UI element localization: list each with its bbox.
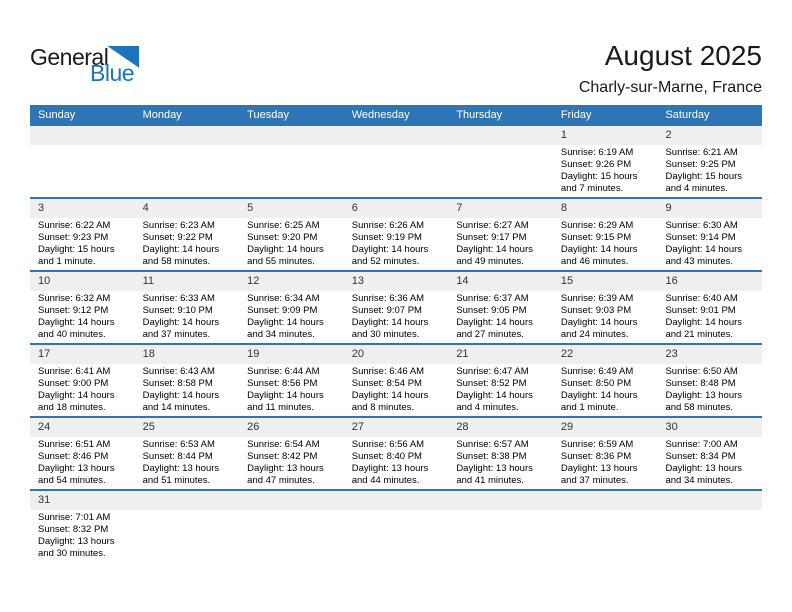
daylight-text: Daylight: 15 hours and 7 minutes.	[560, 171, 638, 194]
day-number	[553, 491, 658, 510]
day-number: 14	[448, 272, 553, 291]
sunset-text: Sunset: 8:44 PM	[142, 451, 213, 462]
sunset-text: Sunset: 9:25 PM	[665, 159, 736, 170]
daylight-text: Daylight: 14 hours and 58 minutes.	[142, 244, 220, 267]
day-details	[30, 510, 135, 560]
daylight-text: Daylight: 14 hours and 8 minutes.	[351, 390, 429, 413]
sunset-text: Sunset: 9:07 PM	[351, 305, 422, 316]
daylight-text: Daylight: 14 hours and 55 minutes.	[247, 244, 324, 267]
day-number	[448, 126, 553, 145]
day-details	[30, 364, 135, 414]
week-row	[30, 491, 762, 563]
daylight-text: Daylight: 14 hours and 43 minutes.	[665, 244, 743, 267]
day-number: 18	[135, 345, 240, 364]
sunset-text: Sunset: 9:20 PM	[247, 232, 318, 243]
day-number: 9	[657, 199, 762, 218]
daylight-text: Daylight: 14 hours and 52 minutes.	[351, 244, 429, 267]
day-details	[344, 291, 449, 341]
day-cell	[239, 272, 344, 343]
week-row	[30, 418, 762, 491]
day-cell-empty	[553, 491, 658, 563]
sunrise-text: Sunrise: 6:27 AM	[456, 220, 529, 231]
sunset-text: Sunset: 9:12 PM	[38, 305, 109, 316]
day-cell	[30, 199, 135, 270]
sunrise-text: Sunrise: 6:19 AM	[560, 147, 634, 158]
day-number	[135, 491, 240, 510]
daylight-text: Daylight: 14 hours and 4 minutes.	[456, 390, 533, 413]
day-cell	[553, 199, 658, 270]
daylight-text: Daylight: 13 hours and 37 minutes.	[560, 463, 638, 486]
sunrise-text: Sunrise: 6:46 AM	[351, 366, 425, 377]
day-cell-empty	[657, 491, 762, 563]
weekday-tuesday: Tuesday	[247, 109, 289, 121]
day-details	[553, 145, 658, 195]
daylight-text: Daylight: 13 hours and 47 minutes.	[247, 463, 324, 486]
day-cell	[30, 418, 135, 489]
sunrise-text: Sunrise: 6:51 AM	[38, 439, 111, 450]
sunset-text: Sunset: 9:22 PM	[142, 232, 213, 243]
sunrise-text: Sunrise: 6:44 AM	[247, 366, 320, 377]
day-cell-empty	[448, 491, 553, 563]
day-number: 25	[135, 418, 240, 437]
sunrise-text: Sunrise: 6:40 AM	[665, 293, 738, 304]
day-number: 24	[30, 418, 135, 437]
day-number	[657, 491, 762, 510]
day-number: 8	[553, 199, 658, 218]
daylight-text: Daylight: 14 hours and 24 minutes.	[560, 317, 638, 340]
day-cell	[553, 126, 658, 197]
sunrise-text: Sunrise: 6:57 AM	[456, 439, 529, 450]
day-number	[239, 126, 344, 145]
daylight-text: Daylight: 15 hours and 4 minutes.	[665, 171, 743, 194]
sunset-text: Sunset: 9:05 PM	[456, 305, 527, 316]
daylight-text: Daylight: 15 hours and 1 minute.	[38, 244, 115, 267]
day-cell-empty	[448, 126, 553, 197]
daylight-text: Daylight: 14 hours and 1 minute.	[560, 390, 638, 413]
day-number: 19	[239, 345, 344, 364]
day-cell-empty	[135, 126, 240, 197]
sunrise-text: Sunrise: 6:30 AM	[665, 220, 738, 231]
day-details	[135, 364, 240, 414]
day-details	[135, 218, 240, 268]
day-cell	[448, 418, 553, 489]
day-cell	[239, 199, 344, 270]
day-details	[135, 437, 240, 487]
sunrise-text: Sunrise: 6:22 AM	[38, 220, 111, 231]
sunrise-text: Sunrise: 6:47 AM	[456, 366, 529, 377]
day-cell	[135, 418, 240, 489]
daylight-text: Daylight: 14 hours and 21 minutes.	[665, 317, 743, 340]
day-number: 28	[448, 418, 553, 437]
day-details	[657, 364, 762, 414]
day-number: 6	[344, 199, 449, 218]
day-cell	[657, 272, 762, 343]
day-cell-empty	[135, 491, 240, 563]
sunset-text: Sunset: 8:54 PM	[351, 378, 422, 389]
sunset-text: Sunset: 9:26 PM	[560, 159, 632, 170]
daylight-text: Daylight: 14 hours and 18 minutes.	[38, 390, 115, 413]
day-cell	[135, 272, 240, 343]
day-cell	[448, 199, 553, 270]
sunset-text: Sunset: 8:38 PM	[456, 451, 527, 462]
day-number: 13	[344, 272, 449, 291]
weekday-header	[30, 105, 762, 126]
sunrise-text: Sunrise: 6:36 AM	[351, 293, 425, 304]
day-cell	[30, 345, 135, 416]
day-number: 16	[657, 272, 762, 291]
daylight-text: Daylight: 13 hours and 44 minutes.	[351, 463, 429, 486]
daylight-text: Daylight: 13 hours and 54 minutes.	[38, 463, 115, 486]
day-number: 3	[30, 199, 135, 218]
daylight-text: Daylight: 14 hours and 37 minutes.	[142, 317, 220, 340]
day-number	[344, 491, 449, 510]
day-number: 11	[135, 272, 240, 291]
sunrise-text: Sunrise: 6:25 AM	[247, 220, 320, 231]
general-blue-logo	[30, 46, 139, 85]
sunrise-text: Sunrise: 6:50 AM	[665, 366, 738, 377]
day-cell	[448, 345, 553, 416]
day-number: 21	[448, 345, 553, 364]
page-subtitle: Charly-sur-Marne, France	[578, 79, 762, 96]
day-number: 15	[553, 272, 658, 291]
sunrise-text: Sunrise: 6:33 AM	[142, 293, 215, 304]
day-details	[448, 437, 553, 487]
daylight-text: Daylight: 13 hours and 51 minutes.	[142, 463, 220, 486]
sunrise-text: Sunrise: 6:41 AM	[38, 366, 111, 377]
day-details	[344, 218, 449, 268]
sunset-text: Sunset: 9:03 PM	[560, 305, 632, 316]
day-number: 12	[239, 272, 344, 291]
week-row	[30, 272, 762, 345]
logo-text-blue: Blue	[90, 60, 135, 86]
sunset-text: Sunset: 8:48 PM	[665, 378, 736, 389]
sunset-text: Sunset: 9:15 PM	[560, 232, 632, 243]
sunset-text: Sunset: 9:23 PM	[38, 232, 109, 243]
logo-text-general: General	[30, 44, 109, 70]
day-cell	[30, 272, 135, 343]
daylight-text: Daylight: 14 hours and 11 minutes.	[247, 390, 324, 413]
day-number: 1	[553, 126, 658, 145]
page-header	[30, 0, 762, 105]
sunset-text: Sunset: 8:58 PM	[142, 378, 213, 389]
day-number	[344, 126, 449, 145]
day-number: 27	[344, 418, 449, 437]
weekday-thursday: Thursday	[456, 109, 503, 121]
day-number: 31	[30, 491, 135, 510]
day-details	[344, 364, 449, 414]
day-details	[657, 291, 762, 341]
sunset-text: Sunset: 8:40 PM	[351, 451, 422, 462]
day-number: 29	[553, 418, 658, 437]
day-details	[239, 218, 344, 268]
sunrise-text: Sunrise: 6:39 AM	[560, 293, 634, 304]
weekday-monday: Monday	[142, 109, 182, 121]
weekday-saturday: Saturday	[665, 109, 710, 121]
sunrise-text: Sunrise: 6:43 AM	[142, 366, 215, 377]
sunrise-text: Sunrise: 6:53 AM	[142, 439, 215, 450]
daylight-text: Daylight: 14 hours and 49 minutes.	[456, 244, 533, 267]
sunset-text: Sunset: 9:17 PM	[456, 232, 527, 243]
daylight-text: Daylight: 14 hours and 14 minutes.	[142, 390, 220, 413]
sunrise-text: Sunrise: 6:32 AM	[38, 293, 111, 304]
day-details	[135, 291, 240, 341]
daylight-text: Daylight: 14 hours and 34 minutes.	[247, 317, 324, 340]
sunset-text: Sunset: 8:42 PM	[247, 451, 318, 462]
day-cell	[344, 272, 449, 343]
sunset-text: Sunset: 9:10 PM	[142, 305, 213, 316]
sunrise-text: Sunrise: 6:37 AM	[456, 293, 529, 304]
sunset-text: Sunset: 9:09 PM	[247, 305, 318, 316]
sunrise-text: Sunrise: 7:00 AM	[665, 439, 738, 450]
sunset-text: Sunset: 9:19 PM	[351, 232, 422, 243]
day-cell	[344, 345, 449, 416]
daylight-text: Daylight: 13 hours and 58 minutes.	[665, 390, 743, 413]
calendar-grid	[30, 126, 762, 563]
day-number	[135, 126, 240, 145]
sunset-text: Sunset: 8:50 PM	[560, 378, 632, 389]
sunrise-text: Sunrise: 6:23 AM	[142, 220, 215, 231]
daylight-text: Daylight: 13 hours and 34 minutes.	[665, 463, 743, 486]
sunset-text: Sunset: 9:00 PM	[38, 378, 109, 389]
day-cell	[657, 418, 762, 489]
page-title: August 2025	[604, 40, 762, 71]
day-number: 10	[30, 272, 135, 291]
sunrise-text: Sunrise: 6:54 AM	[247, 439, 320, 450]
sunrise-text: Sunrise: 6:26 AM	[351, 220, 425, 231]
week-row	[30, 345, 762, 418]
daylight-text: Daylight: 13 hours and 41 minutes.	[456, 463, 533, 486]
day-details	[553, 218, 658, 268]
day-cell	[135, 345, 240, 416]
day-number: 23	[657, 345, 762, 364]
sunset-text: Sunset: 8:32 PM	[38, 524, 109, 535]
day-cell	[30, 491, 135, 563]
day-number: 4	[135, 199, 240, 218]
day-number	[30, 126, 135, 145]
day-cell-empty	[344, 491, 449, 563]
day-cell	[657, 345, 762, 416]
day-cell	[344, 418, 449, 489]
daylight-text: Daylight: 14 hours and 30 minutes.	[351, 317, 429, 340]
day-number: 22	[553, 345, 658, 364]
day-cell	[657, 126, 762, 197]
day-number	[448, 491, 553, 510]
sunset-text: Sunset: 8:34 PM	[665, 451, 736, 462]
day-number: 17	[30, 345, 135, 364]
daylight-text: Daylight: 13 hours and 30 minutes.	[38, 536, 115, 559]
day-number: 20	[344, 345, 449, 364]
day-cell-empty	[30, 126, 135, 197]
day-cell	[239, 345, 344, 416]
day-number: 26	[239, 418, 344, 437]
sunset-text: Sunset: 9:14 PM	[665, 232, 736, 243]
sunrise-text: Sunrise: 6:21 AM	[665, 147, 738, 158]
day-details	[553, 291, 658, 341]
weekday-friday: Friday	[560, 109, 592, 121]
sunset-text: Sunset: 8:46 PM	[38, 451, 109, 462]
day-number: 30	[657, 418, 762, 437]
title-block	[579, 40, 762, 97]
day-details	[239, 437, 344, 487]
day-details	[657, 218, 762, 268]
day-details	[448, 364, 553, 414]
sunset-text: Sunset: 8:52 PM	[456, 378, 527, 389]
day-details	[657, 145, 762, 195]
day-details	[448, 218, 553, 268]
week-row	[30, 199, 762, 272]
day-details	[448, 291, 553, 341]
sunrise-text: Sunrise: 6:34 AM	[247, 293, 320, 304]
day-cell	[135, 199, 240, 270]
day-cell-empty	[239, 491, 344, 563]
sunrise-text: Sunrise: 6:49 AM	[560, 366, 634, 377]
weekday-sunday: Sunday	[38, 109, 76, 121]
day-cell	[448, 272, 553, 343]
sunrise-text: Sunrise: 6:29 AM	[560, 220, 634, 231]
daylight-text: Daylight: 14 hours and 46 minutes.	[560, 244, 638, 267]
daylight-text: Daylight: 14 hours and 40 minutes.	[38, 317, 115, 340]
day-details	[30, 437, 135, 487]
sunset-text: Sunset: 8:36 PM	[560, 451, 632, 462]
week-row	[30, 126, 762, 199]
day-cell	[553, 272, 658, 343]
sunset-text: Sunset: 9:01 PM	[665, 305, 736, 316]
weekday-wednesday: Wednesday	[351, 109, 410, 121]
day-details	[239, 291, 344, 341]
day-cell	[239, 418, 344, 489]
day-number: 5	[239, 199, 344, 218]
day-details	[553, 437, 658, 487]
day-cell-empty	[344, 126, 449, 197]
day-details	[30, 291, 135, 341]
day-cell	[553, 345, 658, 416]
day-number: 7	[448, 199, 553, 218]
sunrise-text: Sunrise: 6:56 AM	[351, 439, 425, 450]
day-details	[657, 437, 762, 487]
day-details	[344, 437, 449, 487]
day-cell-empty	[239, 126, 344, 197]
sunset-text: Sunset: 8:56 PM	[247, 378, 318, 389]
day-details	[553, 364, 658, 414]
daylight-text: Daylight: 14 hours and 27 minutes.	[456, 317, 533, 340]
day-cell	[657, 199, 762, 270]
day-cell	[553, 418, 658, 489]
sunrise-text: Sunrise: 6:59 AM	[560, 439, 634, 450]
day-details	[30, 218, 135, 268]
day-number: 2	[657, 126, 762, 145]
sunrise-text: Sunrise: 7:01 AM	[38, 512, 111, 523]
day-details	[239, 364, 344, 414]
day-number	[239, 491, 344, 510]
day-cell	[344, 199, 449, 270]
